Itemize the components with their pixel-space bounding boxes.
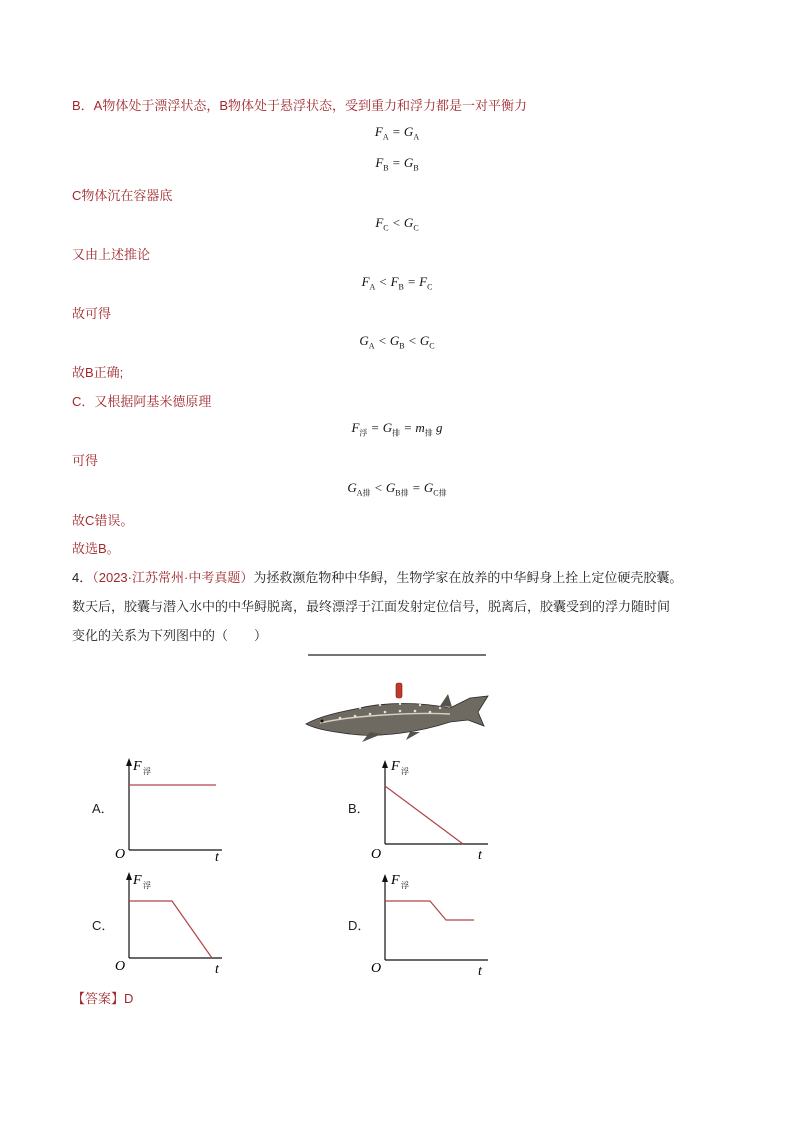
y-axis-sub: 浮 xyxy=(401,767,409,776)
option-b-label: B． xyxy=(348,801,370,816)
y-axis-sub: 浮 xyxy=(143,767,151,776)
answer-label: 【答案】 xyxy=(72,991,125,1006)
option-c-graph xyxy=(110,866,230,978)
c-sink-text: C物体沉在容器底 xyxy=(72,188,173,203)
y-axis-label: F xyxy=(133,759,142,774)
formula-g-displaced: $G_{A排} < G_{B排} = G_{C排}$ xyxy=(347,480,447,498)
option-c-label: C． xyxy=(92,918,115,933)
option-d-label: D． xyxy=(348,918,371,933)
option-b-explanation: B．A物体处于漂浮状态，B物体处于悬浮状态，受到重力和浮力都是一对平衡力 xyxy=(72,98,528,113)
question-source: （2023·江苏常州·中考真题） xyxy=(92,570,254,585)
y-axis-label: F xyxy=(133,873,142,888)
formula-fc-gc: $F_C < G_C$ xyxy=(375,215,419,233)
c-archimedes-text: C．又根据阿基米德原理 xyxy=(72,394,212,409)
origin-label: O xyxy=(115,847,126,862)
origin-label: O xyxy=(371,847,382,862)
fish-body xyxy=(306,696,488,735)
graph-line xyxy=(385,786,463,844)
formula-g-compare: $G_A < G_B < G_C$ xyxy=(359,333,435,351)
y-axis-sub: 浮 xyxy=(401,881,409,890)
origin-label: O xyxy=(371,961,382,976)
sturgeon-illustration xyxy=(300,650,495,750)
question-line1: 为拯救濒危物种中华鲟，生物学家在放养的中华鲟身上拴上定位硬壳胶囊。 xyxy=(253,570,683,585)
hence-text: 故可得 xyxy=(72,306,112,321)
deduce-text: 又由上述推论 xyxy=(72,247,151,262)
x-axis-label: t xyxy=(215,850,219,862)
option-a-graph xyxy=(110,752,230,862)
graph-line xyxy=(385,901,474,920)
c-wrong-text: 故C错误。 xyxy=(72,513,134,528)
capsule xyxy=(396,683,402,698)
option-b-graph xyxy=(366,752,496,862)
graph-line xyxy=(129,901,212,958)
question-line2: 数天后，胶囊与潜入水中的中华鲟脱离，最终漂浮于江面发射定位信号，脱离后，胶囊受到的浮力随时间 xyxy=(72,599,671,614)
choose-text: 故选B。 xyxy=(72,541,120,556)
formula-fa-ga: $F_A = G_A$ xyxy=(374,124,420,142)
formula-f-compare: $F_A < F_B = F_C$ xyxy=(361,274,433,292)
y-axis-label: F xyxy=(391,759,400,774)
y-axis-sub: 浮 xyxy=(143,881,151,890)
x-axis-label: t xyxy=(478,848,482,862)
question-line3: 变化的关系为下列图中的（ ） xyxy=(72,628,268,643)
question-4 xyxy=(72,567,682,586)
obtain-text: 可得 xyxy=(72,453,99,468)
formula-archimedes: $F_浮 = G_排 = m_排$ g xyxy=(351,420,443,438)
question-number: 4． xyxy=(72,570,93,585)
b-correct-text: 故B正确; xyxy=(72,365,124,380)
answer-value: D xyxy=(124,991,134,1006)
option-a-label: A． xyxy=(92,801,114,816)
answer xyxy=(72,988,133,1007)
formula-fb-gb: $F_B = G_B$ xyxy=(375,155,419,173)
x-axis-label: t xyxy=(478,964,482,978)
y-axis-label: F xyxy=(391,873,400,888)
option-d-graph xyxy=(366,866,496,978)
x-axis-label: t xyxy=(215,962,219,977)
origin-label: O xyxy=(115,959,126,974)
